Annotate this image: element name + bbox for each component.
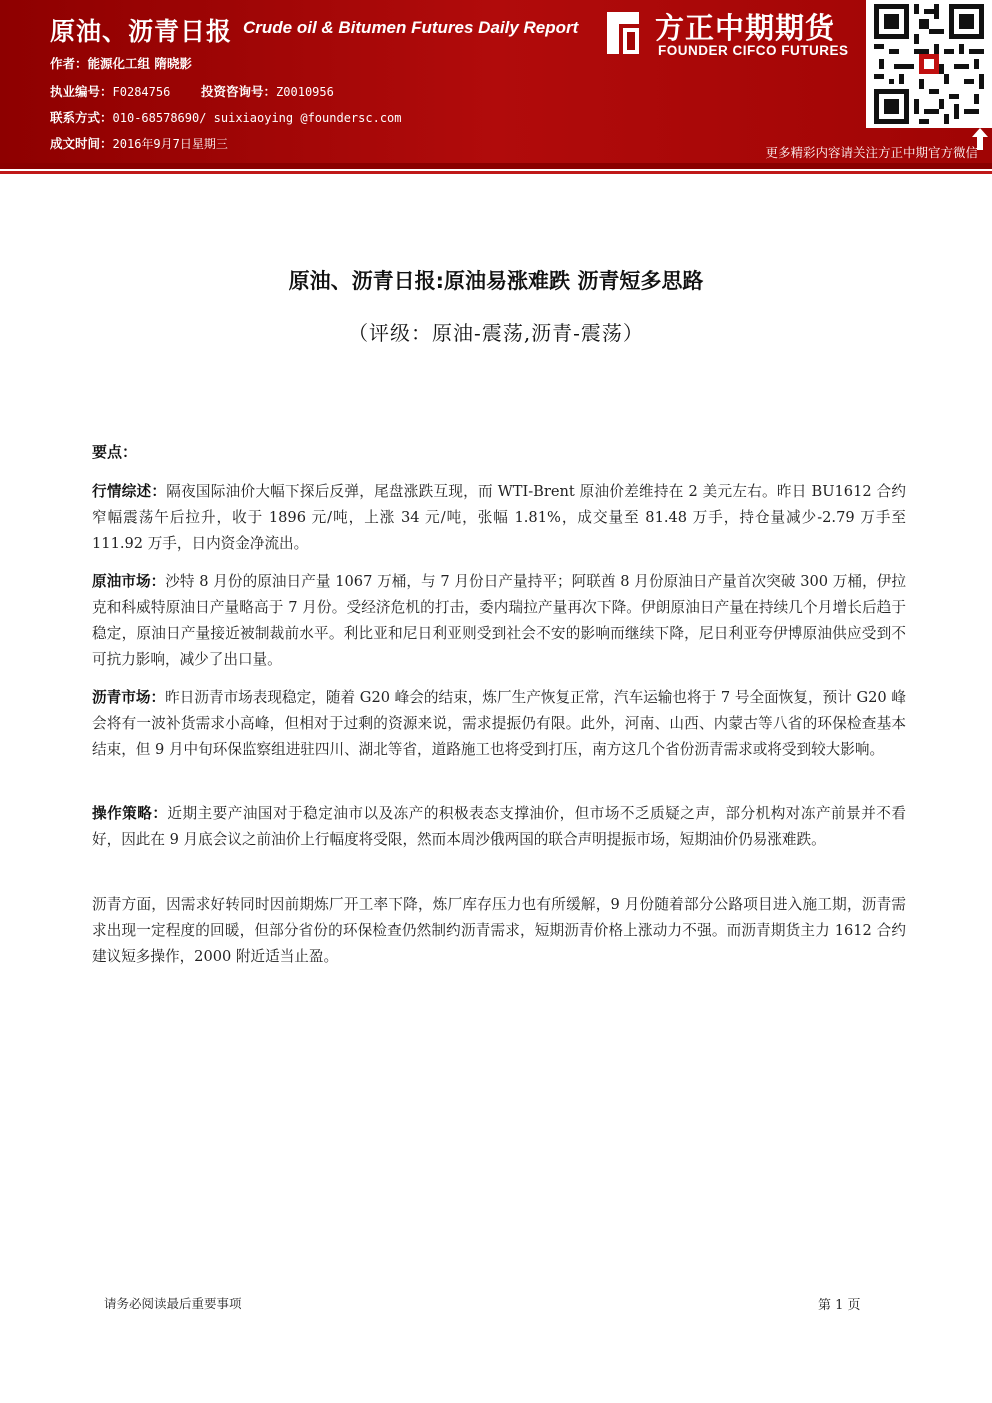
section-crude-market <box>92 569 906 673</box>
section-text: 沙特 8 月份的原油日产量 1067 万桶，与 7 月份日产量持平；阿联酋 8 月份原油日产量首次突破 300 万桶，伊拉克和科威特原油日产量略高于 7 月份。受经济危机的打击，委内瑞拉产量再次下降。伊朗原油日产量在持续几个月增长后趋于稳定，原油日产量接近被制裁前水平。利比亚和尼日利亚则受到社会不安的影响而继续下降，尼日利亚夸伊博原油供应受到不可抗力影响，减少了出口量。 <box>92 573 906 668</box>
page-number: 第 1 页 <box>818 1298 861 1313</box>
document-title: 原油、沥青日报:原油易涨难跌 沥青短多思路 <box>288 269 704 293</box>
advisory-value: Z0010956 <box>276 85 334 99</box>
author-value: 能源化工组 隋晓影 <box>87 56 192 71</box>
section-label: 操作策略： <box>92 805 168 822</box>
header-divider <box>0 163 992 169</box>
author-line <box>50 54 192 72</box>
section-bitumen-market <box>92 685 906 763</box>
license-value: F0284756 <box>112 85 171 99</box>
section-text: 隔夜国际油价大幅下探后反弹，尾盘涨跌互现，而 WTI-Brent 原油价差维持在 2 美元左右。昨日 BU1612 合约窄幅震荡午后拉升，收于 1896 元/吨，上涨 34 元/吨，张幅 1.81%，成交量至 81.48 万手，持仓量减少-2.79 万手至 111.92 万手，日内资金净流出。 <box>92 483 906 552</box>
license-line <box>50 82 334 100</box>
section-label: 行情综述： <box>92 483 167 500</box>
section-label: 沥青市场： <box>92 689 166 706</box>
section-strategy <box>92 801 906 853</box>
founder-logo-icon <box>603 10 643 56</box>
report-title-en: Crude oil & Bitumen Futures Daily Report <box>243 18 579 37</box>
date-value: 2016年9月7日星期三 <box>112 137 228 151</box>
date-label: 成文时间： <box>50 136 113 151</box>
company-logo <box>603 6 863 66</box>
section-market-summary <box>92 479 906 557</box>
document-rating: （评级：原油-震荡,沥青-震荡） <box>348 321 644 345</box>
date-line <box>50 134 228 152</box>
keypoints-heading: 要点： <box>92 443 138 461</box>
contact-line <box>50 108 402 126</box>
qr-code <box>866 0 992 128</box>
logo-text-en: FOUNDER CIFCO FUTURES <box>658 43 849 58</box>
advisory-label: 投资咨询号： <box>201 84 277 99</box>
section-text: 昨日沥青市场表现稳定，随着 G20 峰会的结束，炼厂生产恢复正常，汽车运输也将于 7 号全面恢复，预计 G20 峰会将有一波补货需求小高峰，但相对于过剩的资源来说，需求提振仍有限。此外，河南、山西、内蒙古等八省的环保检查基本结束，但 9 月中旬环保监察组进驻四川、湖北等省，道路施工也将受到打压，南方这几个省份沥青需求或将受到较大影响。 <box>92 689 906 758</box>
contact-value: 010-68578690/ suixiaoying @foundersc.com <box>112 111 402 125</box>
header-divider-accent <box>0 171 992 174</box>
section-label: 原油市场： <box>92 573 166 590</box>
closing-paragraph: 沥青方面，因需求好转同时因前期炼厂开工率下降，炼厂库存压力也有所缓解，9 月份随着部分公路项目进入施工期，沥青需求出现一定程度的回暖，但部分省份的环保检查仍然制约沥青需求，短期沥青价格上涨动力不强。而沥青期货主力 1612 合约建议短多操作，2000 附近适当止盈。 <box>92 896 906 965</box>
footer-disclaimer: 请务必阅读最后重要事项 <box>104 1296 242 1311</box>
license-label: 执业编号： <box>50 84 113 99</box>
logo-text-cn: 方正中期期货 <box>655 11 836 45</box>
report-title-cn: 原油、沥青日报 <box>50 17 233 46</box>
report-header <box>0 0 992 163</box>
follow-wechat-text: 更多精彩内容请关注方正中期官方微信 <box>765 145 978 160</box>
section-text: 近期主要产油国对于稳定油市以及冻产的积极表态支撑油价，但市场不乏质疑之声，部分机构对冻产前景并不看好，因此在 9 月底会议之前油价上行幅度将受限，然而本周沙俄两国的联合声明提振市场，短期油价仍易涨难跌。 <box>92 805 906 848</box>
contact-label: 联系方式： <box>50 110 113 125</box>
author-label: 作者： <box>50 56 88 71</box>
qr-code-icon <box>874 4 984 124</box>
